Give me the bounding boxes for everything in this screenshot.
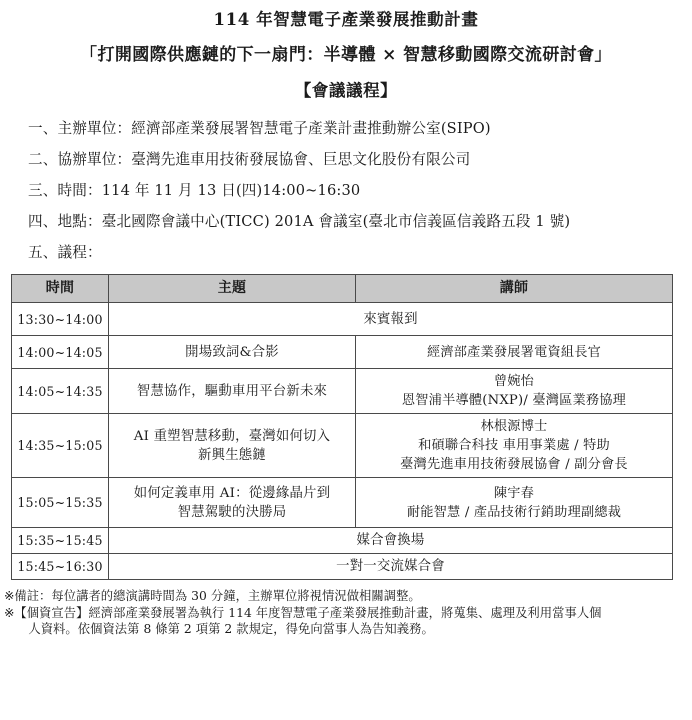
agenda-table-body (12, 303, 673, 580)
title-block (0, 0, 692, 102)
speaker-name-line: 林根源博士 (480, 419, 548, 434)
note-mark-icon: ※ (4, 605, 15, 620)
topic-line: 新興生態鏈 (198, 447, 266, 463)
info-item-time: 三、時間：114 年 11 月 13 日(四)14:00~16:30 (28, 182, 361, 199)
table-row (12, 478, 673, 528)
event-info-list (0, 113, 692, 268)
agenda-table-wrapper (0, 268, 692, 580)
note-privacy-line-2: 人資料。依個資法第 8 條第 2 項第 2 款規定，得免向當事人為告知義務。 (28, 622, 434, 636)
topic-line: 智慧駕駛的決勝局 (177, 504, 287, 520)
speaker-affiliation-line: 臺灣先進車用技術發展協會 / 副分會長 (400, 457, 628, 472)
column-header-time: 時間 (12, 275, 109, 303)
info-item-location: 四、地點：臺北國際會議中心(TICC) 201A 會議室(臺北市信義區信義路五段 1 號) (28, 213, 571, 230)
cell-time: 15:35~15:45 (12, 528, 109, 554)
cell-topic (109, 478, 356, 528)
column-header-topic: 主題 (109, 275, 356, 303)
table-header-row (12, 275, 673, 303)
table-row (12, 303, 673, 336)
cell-time: 13:30~14:00 (12, 303, 109, 336)
note-privacy-text (14, 605, 688, 638)
topic-line: 開場致詞&合影 (185, 344, 279, 360)
cell-time: 14:05~14:35 (12, 369, 109, 414)
agenda-table-head (12, 275, 673, 303)
topic-line: AI 重塑智慧移動，臺灣如何切入 (133, 428, 331, 444)
table-row (12, 369, 673, 414)
cell-full-span: 媒合會換場 (109, 528, 673, 554)
info-item-organizer: 一、主辦單位：經濟部產業發展署智慧電子產業計畫推動辦公室(SIPO) (28, 120, 491, 137)
speaker-line: 經濟部產業發展署電資組長官 (426, 344, 602, 360)
cell-time: 14:35~15:05 (12, 414, 109, 478)
speaker-affiliation-line: 和碩聯合科技 車用事業處 / 特助 (418, 438, 610, 453)
agenda-table (11, 274, 673, 580)
cell-speaker (356, 369, 673, 414)
cell-topic (109, 369, 356, 414)
cell-time: 14:00~14:05 (12, 336, 109, 369)
info-item-agenda-heading: 五、議程： (28, 244, 102, 261)
cell-topic (109, 336, 356, 369)
speaker-affiliation-line: 恩智浦半導體(NXP)/ 臺灣區業務協理 (401, 393, 627, 408)
cell-topic (109, 414, 356, 478)
note-mark-icon: ※ (4, 589, 15, 603)
note-remark (4, 588, 688, 605)
column-header-speaker: 講師 (356, 275, 673, 303)
document-title-primary: 114 年智慧電子產業發展推動計畫 (213, 10, 479, 29)
note-privacy-line-1: 【個資宣告】經濟部產業發展署為執行 114 年度智慧電子產業發展推動計畫，將蒐集、處理及利用當事人個 (14, 605, 602, 620)
speaker-name-line: 陳宇春 (493, 485, 535, 501)
info-item-coorganizer: 二、協辦單位：臺灣先進車用技術發展協會、巨思文化股份有限公司 (28, 151, 471, 168)
cell-speaker (356, 478, 673, 528)
cell-time: 15:05~15:35 (12, 478, 109, 528)
cell-time: 15:45~16:30 (12, 554, 109, 580)
cell-full-span: 一對一交流媒合會 (109, 554, 673, 580)
cell-full-span: 來賓報到 (109, 303, 673, 336)
note-remark-text: 備註：每位講者的總演講時間為 30 分鐘，主辦單位將視情況做相關調整。 (14, 589, 421, 603)
topic-line: 智慧協作，驅動車用平台新未來 (136, 383, 328, 399)
footer-notes (0, 580, 692, 638)
cell-speaker (356, 336, 673, 369)
cell-speaker (356, 414, 673, 478)
table-row (12, 528, 673, 554)
document-title-secondary: 「打開國際供應鏈的下一扇門：半導體 × 智慧移動國際交流研討會」 (80, 45, 612, 65)
document-title-agenda-label: 【會議議程】 (294, 81, 398, 100)
table-row (12, 554, 673, 580)
topic-line: 如何定義車用 AI：從邊緣晶片到 (133, 485, 331, 501)
note-privacy (4, 605, 688, 638)
speaker-affiliation-line: 耐能智慧 / 產品技術行銷助理副總裁 (406, 504, 622, 520)
speaker-name-line: 曾婉怡 (493, 374, 535, 389)
table-row (12, 336, 673, 369)
table-row (12, 414, 673, 478)
